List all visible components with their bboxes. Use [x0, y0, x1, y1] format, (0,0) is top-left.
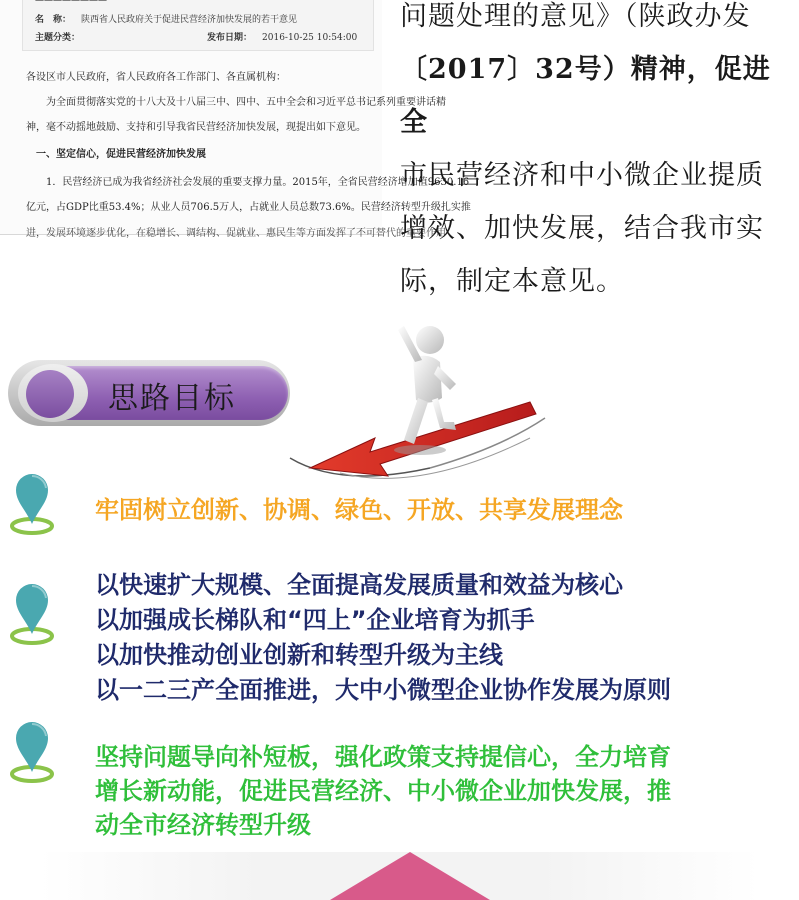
- goal-summary-line: 动全市经济转型升级: [95, 811, 311, 839]
- goal-principle: 牢固树立创新、协调、绿色、开放、共享发展理念: [95, 496, 623, 524]
- goal-summary-line: 增长新动能，促进民营经济、中小微企业加快发展，推: [95, 777, 671, 805]
- goal-list: [95, 568, 671, 708]
- doc-line: 1．民营经济已成为我省经济社会发展的重要支撑力量。2015年，全省民营经济增加值9630.16: [26, 177, 470, 188]
- pill-dot-icon: [26, 370, 74, 418]
- intro-line: 际，制定本意见。: [400, 266, 624, 297]
- doc-line: 进，发展环境逐步优化，在稳增长、调结构、促就业、惠民生等方面发挥了不可替代的重要作用: [26, 228, 446, 239]
- meta-value: 陕西省人民政府关于促进民营经济加快发展的若干意见: [81, 15, 298, 25]
- doc-line: 亿元，占GDP比重53.4%；从业人员706.5万人，占就业人员总数73.6%。民营经济转型升级扎实推: [26, 202, 471, 213]
- meta-date: 发布日期： 2016-10-25 10:54:00: [207, 33, 358, 43]
- location-pin-icon: [6, 468, 56, 538]
- goal-summary: [95, 740, 671, 842]
- intro-line: 增效、加快发展，结合我市实: [400, 213, 764, 244]
- document-scan: [0, 0, 471, 239]
- goal-list-item: 以加快推动创业创新和转型升级为主线: [95, 641, 503, 669]
- goal-list-item: 以加强成长梯队和“四上”企业培育为抓手: [95, 606, 535, 634]
- bottom-diamond-decoration: [0, 850, 799, 900]
- meta-row-category: [35, 30, 358, 43]
- doc-line: 各设区市人民政府，省人民政府各工作部门、各直属机构：: [26, 72, 286, 83]
- doc-line: 为全面贯彻落实党的十八大及十八届三中、四中、五中全会和习近平总书记系列重要讲话精: [26, 97, 446, 108]
- intro-line: 问题处理的意见》（陕政办发: [400, 1, 751, 32]
- goal-list-item: 以快速扩大规模、全面提高发展质量和效益为核心: [95, 571, 623, 599]
- goal-list-item: 以一二三产全面推进，大中小微型企业协作发展为原则: [95, 676, 671, 704]
- meta-key: 名 称：: [35, 15, 72, 25]
- meta-row-cut: ————————: [35, 0, 107, 6]
- location-pin-icon: [6, 716, 56, 786]
- document-meta-box: [22, 0, 374, 51]
- intro-line: 〔2017〕32号）精神，促进全: [400, 54, 771, 138]
- meta-key: 主题分类：: [35, 33, 81, 43]
- person-on-arrow-illustration: [280, 318, 550, 490]
- doc-heading: 一、坚定信心，促进民营经济加快发展: [26, 149, 206, 160]
- intro-paragraph: [400, 0, 795, 308]
- intro-line: 市民营经济和中小微企业提质: [400, 160, 764, 191]
- meta-row-name: [35, 12, 297, 25]
- goal-summary-line: 坚持问题导向补短板，强化政策支持提信心，全力培育: [95, 743, 671, 771]
- section-title: 思路目标: [108, 381, 236, 416]
- location-pin-icon: [6, 578, 56, 648]
- doc-line: 神，毫不动摇地鼓励、支持和引导我省民营经济加快发展，现提出如下意见。: [26, 122, 366, 133]
